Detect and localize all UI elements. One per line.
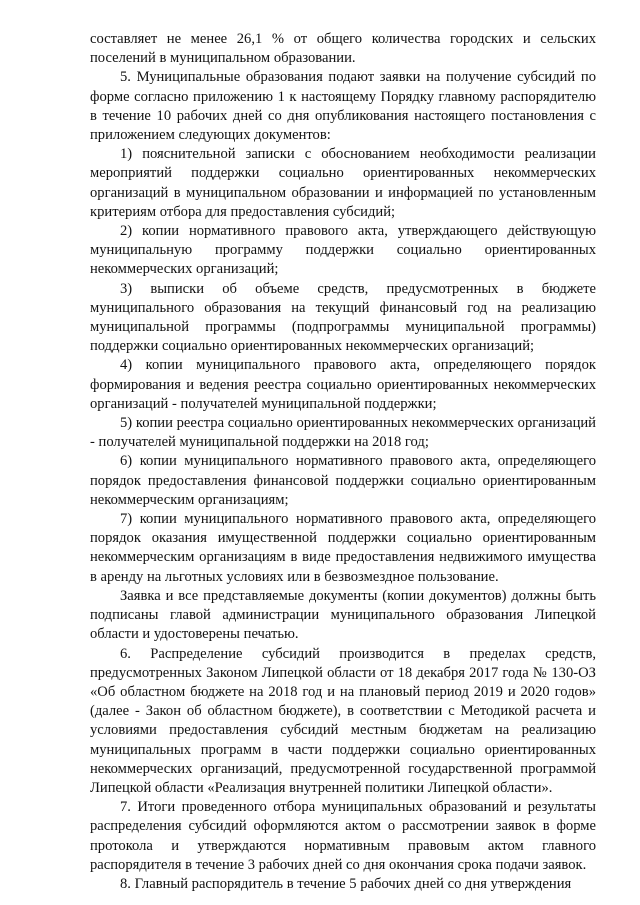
paragraph-subitem-2: 2) копии нормативного правового акта, утверждающего действующую муниципальную программу поддержки социально ориентированных некоммерческих организаций; xyxy=(90,223,596,278)
paragraph-application-signature: Заявка и все представляемые документы (копии документов) должны быть подписаны главой администрации муниципального образования Липецкой области и удостоверены печатью. xyxy=(90,587,596,643)
paragraph-item-6: 6. Распределение субсидий производится в пределах средств, предусмотренных Законом Липецкой области от 18 декабря 2017 года № 130-ОЗ «Об областном бюджете на 2018 год и на плановый период 2019 и 2020 годов» (далее - Закон об областном бюджете), в соответствии с Методикой расчета и условиями предоставления субсидий местным бюджетам на реализацию муниципальных программ в части поддержки социально ориентированных некоммерческих организаций, предусмотренной государственной программой Липецкой области «Реализация внутренней политики Липецкой области». xyxy=(90,645,596,796)
paragraph-subitem-4: 4) копии муниципального правового акта, определяющего порядок формирования и ведения реестра социально ориентированных некоммерческих организаций - получателей муниципальной поддержки; xyxy=(90,357,596,412)
paragraph-subitem-3: 3) выписки об объеме средств, предусмотренных в бюджете муниципального образования на текущий финансовый год на реализацию муниципальной программы (подпрограммы муниципальной программы) поддержки социально ориентированных некоммерческих организаций; xyxy=(90,280,596,355)
document-page xyxy=(90,30,596,894)
paragraph-subitem-6: 6) копии муниципального нормативного правового акта, определяющего порядок предоставления финансовой поддержки социально ориентированным некоммерческим организациям; xyxy=(90,453,596,508)
paragraph-subitem-1: 1) пояснительной записки с обоснованием необходимости реализации мероприятий поддержки социально ориентированных некоммерческих организаций в муниципальном образовании и информацией по установленным критериям отбора для предоставления субсидий; xyxy=(90,146,596,220)
paragraph-item-7: 7. Итоги проведенного отбора муниципальных образований и результаты распределения субсидий оформляются актом о рассмотрении заявок в форме протокола и утверждаются нормативным правовым актом главного распорядителя в течение 3 рабочих дней со дня окончания срока подачи заявок. xyxy=(90,799,596,873)
paragraph-item-5: 5. Муниципальные образования подают заявки на получение субсидий по форме согласно приложению 1 к настоящему Порядку главному распорядителю в течение 10 рабочих дней со дня опубликования настоящего постановления с приложением следующих документов: xyxy=(90,69,596,144)
paragraph-item-8: 8. Главный распорядитель в течение 5 рабочих дней со дня утверждения xyxy=(120,875,572,892)
paragraph-subitem-7: 7) копии муниципального нормативного правового акта, определяющего порядок оказания имущественной поддержки социально ориентированным некоммерческим организациям в виде предоставления недвижимого имущества в аренду на льготных условиях или в безвозмездное пользование. xyxy=(90,511,596,585)
paragraph-continuation: составляет не менее 26,1 % от общего количества городских и сельских поселений в муниципальном образовании. xyxy=(90,31,596,67)
paragraph-subitem-5: 5) копии реестра социально ориентированных некоммерческих организаций - получателей муниципальной поддержки на 2018 год; xyxy=(90,415,596,451)
